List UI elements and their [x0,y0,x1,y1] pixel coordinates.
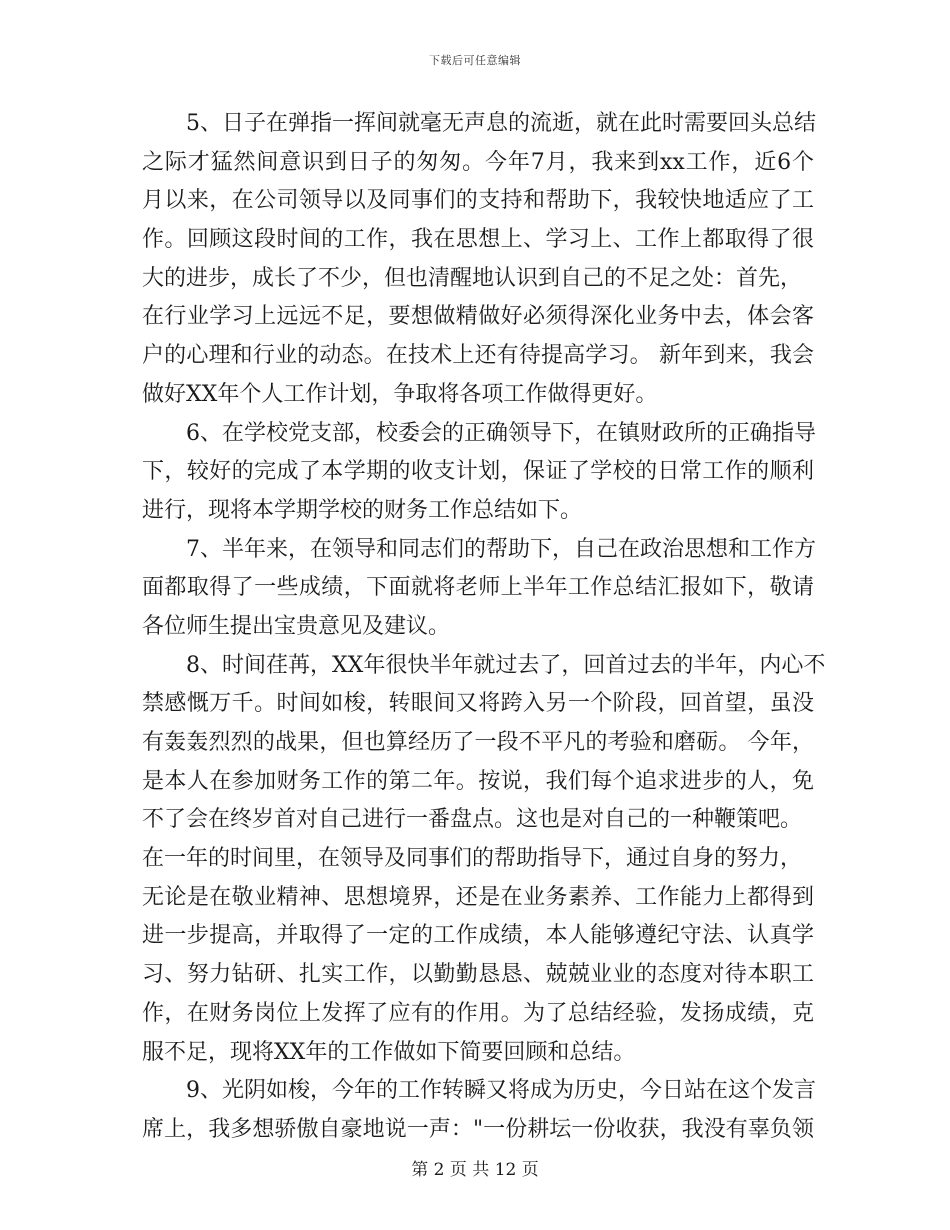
paragraph-5-line-5: 大的进步，成长了不少，但也清醒地认识到自己的不足之处：首先， [142,265,803,291]
paragraph-8-line-3: 有轰轰烈烈的战果，但也算经历了一段不平凡的考验和磨砺。 今年， [142,730,814,755]
paragraph-5-line-8: 做好XX年个人工作计划，争取将各项工作做得更好。 [142,381,658,407]
paragraph-7-line-1: 7、半年来，在领导和同志们的帮助下，自己在政治思想和工作方 [186,536,816,562]
paragraph-8-line-1: 8、时间荏苒，XX年很快半年就过去了，回首过去的半年，内心不 [186,652,826,678]
paragraph-7-line-3: 各位师生提出宝贵意见及建议。 [142,613,451,639]
paragraph-9-line-1: 9、光阴如梭，今年的工作转瞬又将成为历史，今日站在这个发言 [186,1078,816,1104]
paragraph-5-line-7: 户的心理和行业的动态。在技术上还有待提高学习。 新年到来，我会 [142,343,814,369]
paragraph-5-line-2: 之际才猛然间意识到日子的匆匆。今年7月，我来到xx工作，近6个 [142,149,814,175]
paragraph-5-line-3: 月以来，在公司领导以及同事们的支持和帮助下，我较快地适应了工 [142,188,814,214]
paragraph-7-line-2: 面都取得了一些成绩，下面就将老师上半年工作总结汇报如下，敬请 [142,575,814,601]
paragraph-8-line-4: 是本人在参加财务工作的第二年。按说，我们每个追求进步的人，免 [142,768,814,794]
paragraph-8-line-5: 不了会在终岁首对自己进行一番盘点。这也是对自己的一种鞭策吧。 [142,807,803,833]
paragraph-6-line-3: 进行，现将本学期学校的财务工作总结如下。 [142,497,583,523]
paragraph-5-line-6: 在行业学习上远远不足，要想做精做好必须得深化业务中去，体会客 [142,304,814,330]
paragraph-8-line-7: 无论是在敬业精神、思想境界，还是在业务素养、工作能力上都得到 [142,884,814,910]
page-header: 下载后可任意编辑 [429,54,521,67]
paragraph-8-line-9: 习、努力钻研、扎实工作，以勤勤恳恳、兢兢业业的态度对待本职工 [142,962,814,988]
paragraph-8-line-8: 进一步提高，并取得了一定的工作成绩，本人能够遵纪守法、认真学 [142,923,814,949]
paragraph-6-line-2: 下，较好的完成了本学期的收支计划，保证了学校的日常工作的顺利 [142,459,814,485]
page-footer: 第 2 页 共 12 页 [411,1160,539,1180]
paragraph-8-line-11: 服不足，现将XX年的工作做如下简要回顾和总结。 [142,1039,636,1065]
paragraph-8-line-2: 禁感慨万千。时间如梭，转眼间又将跨入另一个阶段，回首望，虽没 [142,691,814,717]
paragraph-9-line-2: 席上，我多想骄傲自豪地说一声："一份耕坛一份收获，我没有辜负领 [142,1116,814,1142]
paragraph-8-line-6: 在一年的时间里，在领导及同事们的帮助指导下，通过自身的努力， [142,846,803,872]
paragraph-8-line-10: 作，在财务岗位上发挥了应有的作用。为了总结经验，发扬成绩，克 [142,1000,814,1026]
paragraph-6-line-1: 6、在学校党支部，校委会的正确领导下，在镇财政所的正确指导 [186,420,816,446]
paragraph-5-line-1: 5、日子在弹指一挥间就毫无声息的流逝，就在此时需要回头总结 [186,111,816,136]
document-body [142,105,826,1150]
paragraph-5-line-4: 作。回顾这段时间的工作，我在思想上、学习上、工作上都取得了很 [142,227,814,253]
